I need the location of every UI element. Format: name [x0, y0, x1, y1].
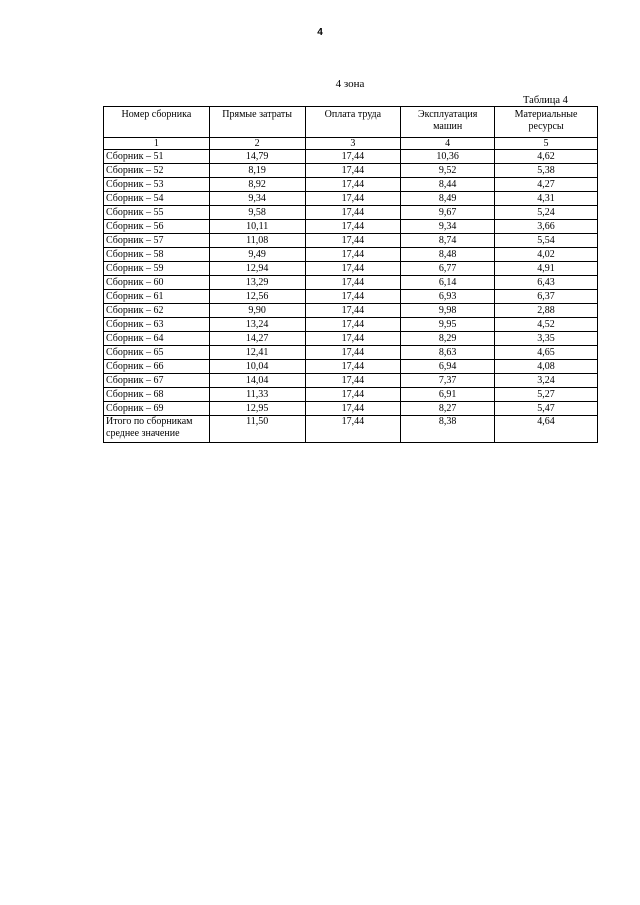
row-value-cell: 12,56	[209, 290, 305, 304]
row-value-cell: 14,79	[209, 150, 305, 164]
row-value-cell: 8,49	[401, 192, 495, 206]
row-value-cell: 4,65	[495, 346, 598, 360]
table-row	[104, 374, 598, 388]
row-value-cell: 5,38	[495, 164, 598, 178]
row-value-cell: 14,27	[209, 332, 305, 346]
row-value-cell: 7,37	[401, 374, 495, 388]
row-name-cell: Сборник – 61	[104, 290, 210, 304]
index-row	[104, 138, 598, 150]
row-value-cell: 4,02	[495, 248, 598, 262]
table-row	[104, 304, 598, 318]
row-name-cell: Сборник – 60	[104, 276, 210, 290]
row-value-cell: 4,91	[495, 262, 598, 276]
row-value-cell: 4,31	[495, 192, 598, 206]
row-value-cell: 12,94	[209, 262, 305, 276]
table-row	[104, 318, 598, 332]
table-row	[104, 388, 598, 402]
row-value-cell: 9,67	[401, 206, 495, 220]
index-cell: 3	[305, 138, 401, 150]
row-value-cell: 9,90	[209, 304, 305, 318]
row-value-cell: 17,44	[305, 262, 401, 276]
header-row	[104, 107, 598, 138]
row-name-cell: Сборник – 58	[104, 248, 210, 262]
row-value-cell: 9,34	[401, 220, 495, 234]
row-value-cell: 9,34	[209, 192, 305, 206]
row-value-cell: 17,44	[305, 290, 401, 304]
row-name-cell: Сборник – 63	[104, 318, 210, 332]
row-name-cell: Сборник – 69	[104, 402, 210, 416]
index-cell: 4	[401, 138, 495, 150]
row-value-cell: 9,98	[401, 304, 495, 318]
row-value-cell: 3,35	[495, 332, 598, 346]
row-value-cell: 9,52	[401, 164, 495, 178]
row-value-cell: 8,44	[401, 178, 495, 192]
row-value-cell: 14,04	[209, 374, 305, 388]
row-value-cell: 4,27	[495, 178, 598, 192]
header-cell: Номер сборника	[104, 107, 210, 138]
total-value-cell: 4,64	[495, 416, 598, 443]
header-cell: Прямые затраты	[209, 107, 305, 138]
header-cell: Материальные ресурсы	[495, 107, 598, 138]
table-row	[104, 164, 598, 178]
row-value-cell: 17,44	[305, 248, 401, 262]
table-row	[104, 290, 598, 304]
row-value-cell: 6,37	[495, 290, 598, 304]
row-value-cell: 6,91	[401, 388, 495, 402]
table-row	[104, 206, 598, 220]
header-cell: Оплата труда	[305, 107, 401, 138]
row-value-cell: 13,24	[209, 318, 305, 332]
table-row	[104, 276, 598, 290]
row-name-cell: Сборник – 62	[104, 304, 210, 318]
row-value-cell: 9,49	[209, 248, 305, 262]
row-value-cell: 9,58	[209, 206, 305, 220]
row-value-cell: 17,44	[305, 164, 401, 178]
total-value-cell: 8,38	[401, 416, 495, 443]
table-body	[104, 138, 598, 443]
row-name-cell: Сборник – 53	[104, 178, 210, 192]
header-cell: Эксплуатация машин	[401, 107, 495, 138]
total-row	[104, 416, 598, 443]
row-value-cell: 12,95	[209, 402, 305, 416]
row-value-cell: 5,27	[495, 388, 598, 402]
row-name-cell: Сборник – 64	[104, 332, 210, 346]
row-value-cell: 6,77	[401, 262, 495, 276]
row-value-cell: 6,94	[401, 360, 495, 374]
page-number: 4	[317, 27, 323, 38]
row-name-cell: Сборник – 55	[104, 206, 210, 220]
row-value-cell: 3,66	[495, 220, 598, 234]
zone-title: 4 зона	[335, 78, 365, 90]
row-value-cell: 6,14	[401, 276, 495, 290]
table-row	[104, 220, 598, 234]
table-row	[104, 234, 598, 248]
row-value-cell: 11,08	[209, 234, 305, 248]
row-value-cell: 10,11	[209, 220, 305, 234]
data-table	[103, 106, 598, 443]
row-name-cell: Сборник – 57	[104, 234, 210, 248]
row-value-cell: 4,08	[495, 360, 598, 374]
row-value-cell: 2,88	[495, 304, 598, 318]
row-value-cell: 8,92	[209, 178, 305, 192]
row-value-cell: 17,44	[305, 276, 401, 290]
row-value-cell: 17,44	[305, 374, 401, 388]
table-row	[104, 360, 598, 374]
row-value-cell: 5,47	[495, 402, 598, 416]
row-value-cell: 17,44	[305, 388, 401, 402]
row-value-cell: 5,54	[495, 234, 598, 248]
table-row	[104, 332, 598, 346]
index-cell: 2	[209, 138, 305, 150]
row-value-cell: 17,44	[305, 346, 401, 360]
row-value-cell: 8,29	[401, 332, 495, 346]
row-value-cell: 8,27	[401, 402, 495, 416]
row-value-cell: 11,33	[209, 388, 305, 402]
row-value-cell: 9,95	[401, 318, 495, 332]
total-label-cell: Итого по сборникам среднее значение	[104, 416, 210, 443]
row-value-cell: 13,29	[209, 276, 305, 290]
row-value-cell: 17,44	[305, 332, 401, 346]
table-row	[104, 402, 598, 416]
row-name-cell: Сборник – 54	[104, 192, 210, 206]
row-value-cell: 17,44	[305, 318, 401, 332]
row-name-cell: Сборник – 68	[104, 388, 210, 402]
row-value-cell: 17,44	[305, 192, 401, 206]
row-name-cell: Сборник – 59	[104, 262, 210, 276]
row-value-cell: 5,24	[495, 206, 598, 220]
row-value-cell: 8,74	[401, 234, 495, 248]
row-value-cell: 8,48	[401, 248, 495, 262]
row-name-cell: Сборник – 65	[104, 346, 210, 360]
row-value-cell: 6,43	[495, 276, 598, 290]
row-value-cell: 17,44	[305, 304, 401, 318]
table-row	[104, 262, 598, 276]
table-row	[104, 346, 598, 360]
row-value-cell: 6,93	[401, 290, 495, 304]
row-name-cell: Сборник – 52	[104, 164, 210, 178]
row-value-cell: 10,36	[401, 150, 495, 164]
table-row	[104, 178, 598, 192]
table-caption: Таблица 4	[523, 95, 568, 106]
row-value-cell: 17,44	[305, 360, 401, 374]
row-value-cell: 10,04	[209, 360, 305, 374]
row-value-cell: 17,44	[305, 206, 401, 220]
row-name-cell: Сборник – 51	[104, 150, 210, 164]
row-name-cell: Сборник – 66	[104, 360, 210, 374]
table-row	[104, 248, 598, 262]
row-name-cell: Сборник – 67	[104, 374, 210, 388]
table-row	[104, 192, 598, 206]
index-cell: 1	[104, 138, 210, 150]
total-value-cell: 17,44	[305, 416, 401, 443]
row-value-cell: 12,41	[209, 346, 305, 360]
row-value-cell: 17,44	[305, 234, 401, 248]
row-value-cell: 17,44	[305, 402, 401, 416]
row-value-cell: 4,62	[495, 150, 598, 164]
row-value-cell: 3,24	[495, 374, 598, 388]
total-value-cell: 11,50	[209, 416, 305, 443]
row-value-cell: 17,44	[305, 150, 401, 164]
row-value-cell: 17,44	[305, 178, 401, 192]
table-row	[104, 150, 598, 164]
index-cell: 5	[495, 138, 598, 150]
row-value-cell: 8,63	[401, 346, 495, 360]
row-name-cell: Сборник – 56	[104, 220, 210, 234]
row-value-cell: 4,52	[495, 318, 598, 332]
row-value-cell: 8,19	[209, 164, 305, 178]
row-value-cell: 17,44	[305, 220, 401, 234]
